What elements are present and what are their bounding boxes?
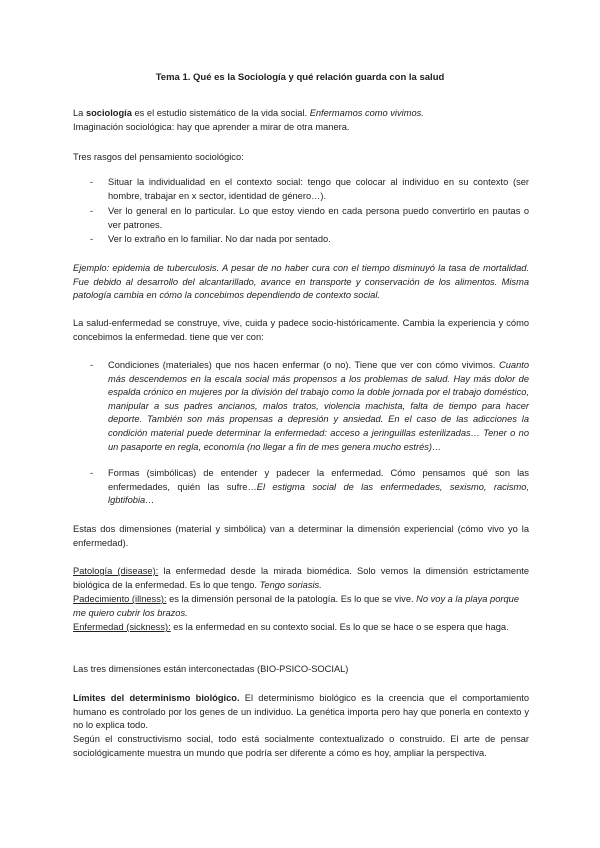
- bullet-dash: -: [90, 234, 94, 244]
- patologia-term: Patología (disease):: [73, 566, 159, 576]
- intro-text: es el estudio sistemático de la vida social.: [131, 108, 310, 118]
- limites-text: El determinismo biológico es la creencia que el comportamiento humano es controlado por los genes de un individuo. La genética importa pero hay que ponerla en contexto y no lo explica todo.: [73, 693, 529, 731]
- intro-imaginacion: Imaginación sociológica: hay que aprender a mirar de otra manera.: [73, 122, 350, 132]
- formas-text: Formas (simbólicas) de entender y padecer la enfermedad. Cómo pensamos qué son las enfermedades, quién las sufre…: [108, 468, 529, 492]
- ejemplo-text: Ejemplo: epidemia de tuberculosis. A pesar de no haber cura con el tiempo disminuyó la tasa de mortalidad. Fue debido al desarrollo del alcantarillado, avance en transporte y conservación de los alimentos. Misma patología cambia en cómo la concebimos dependiendo de contexto social.: [73, 263, 529, 301]
- constructivismo-paragraph: Según el constructivismo social, todo está socialmente contextualizado o construido. El arte de pensar sociológicamente muestra un mundo que podría ser diferente a cómo es hoy, ampliar la perspectiva.: [73, 734, 529, 758]
- padecimiento-term: Padecimiento (illness):: [73, 594, 167, 604]
- bullet-dash: -: [90, 206, 94, 216]
- patologia-italic: Tengo soriasis.: [259, 579, 322, 590]
- bullet-dash: -: [90, 177, 94, 187]
- patologia-text: la enfermedad desde la mirada biomédica. Solo vemos la dimensión estrictamente biológica de la enfermedad. Es lo que tengo.: [73, 566, 529, 590]
- dimensiones-paragraph: Estas dos dimensiones (material y simbólica) van a determinar la dimensión experiencial (cómo vivo yo la enfermedad).: [73, 524, 529, 548]
- salud-paragraph: La salud-enfermedad se construye, vive, cuida y padece socio-históricamente. Cambia la experiencia y cómo concebimos la enfermedad. tiene que ver con:: [73, 318, 529, 342]
- condiciones-item: [108, 359, 529, 454]
- ejemplo-paragraph: [73, 262, 529, 303]
- padecimiento-text: es la dimensión personal de la patología. Es lo que se vive.: [166, 594, 417, 604]
- interconectadas-paragraph: Las tres dimensiones están interconectadas (BIO-PSICO-SOCIAL): [73, 664, 349, 674]
- rasgo-item: Ver lo general en lo particular. Lo que estoy viendo en cada persona puedo convertirlo en pautas o ver patrones.: [108, 206, 529, 230]
- condiciones-text: Condiciones (materiales) que nos hacen enfermar (o no). Tiene que ver con cómo vivimos.: [108, 360, 500, 370]
- formas-item: [108, 467, 529, 508]
- limites-bold: Límites del determinismo biológico.: [73, 693, 240, 703]
- bullet-dash: -: [90, 468, 94, 478]
- patologia-definition: [73, 565, 529, 592]
- rasgos-heading: Tres rasgos del pensamiento sociológico:: [73, 152, 244, 162]
- enfermedad-term: Enfermedad (sickness):: [73, 622, 171, 632]
- rasgo-item: Situar la individualidad en el contexto social: tengo que colocar al individuo en su contexto (ser hombre, trabajar en x sector, identidad de género…).: [108, 177, 529, 201]
- padecimiento-definition: [73, 593, 529, 620]
- bullet-dash: -: [90, 360, 94, 370]
- intro-bold-term: sociología: [85, 108, 132, 118]
- limites-paragraph: [73, 692, 529, 733]
- intro-italic: Enfermamos como vivimos.: [309, 108, 424, 118]
- intro-definition: [73, 107, 529, 121]
- page-title: Tema 1. Qué es la Sociología y qué relación guarda con la salud: [155, 72, 445, 83]
- enfermedad-text: es la enfermedad en su contexto social. Es lo que se hace o se espera que haga.: [170, 622, 509, 632]
- intro-text: La: [73, 108, 86, 118]
- rasgo-item: Ver lo extraño en lo familiar. No dar nada por sentado.: [108, 234, 331, 244]
- enfermedad-definition: [73, 621, 529, 635]
- condiciones-italic: Cuanto más descendemos en la escala social más propensos a los problemas de salud. Hay más dolor de espalda crónico en mujeres por la división del trabajo como la doble jornada por el trabajo doméstico, manipular a sus padres ancianos, malos tratos, violencia machista, falta de tiempo para hacer deporte. También son más propensas a depresión y ansiedad. En el caso de las adicciones la condición material puede determinar la enfermedad: acceso a jeringuillas esterilizadas… Tener o no un pasaporte en regla, economía (no llegar a fin de mes genera mucho estrés)…: [108, 360, 529, 452]
- formas-italic: El estigma social de las enfermedades, sexismo, racismo, lgbtifobia…: [108, 481, 530, 506]
- padecimiento-italic: No voy a la playa porque me quiero cubrir los brazos.: [73, 594, 520, 618]
